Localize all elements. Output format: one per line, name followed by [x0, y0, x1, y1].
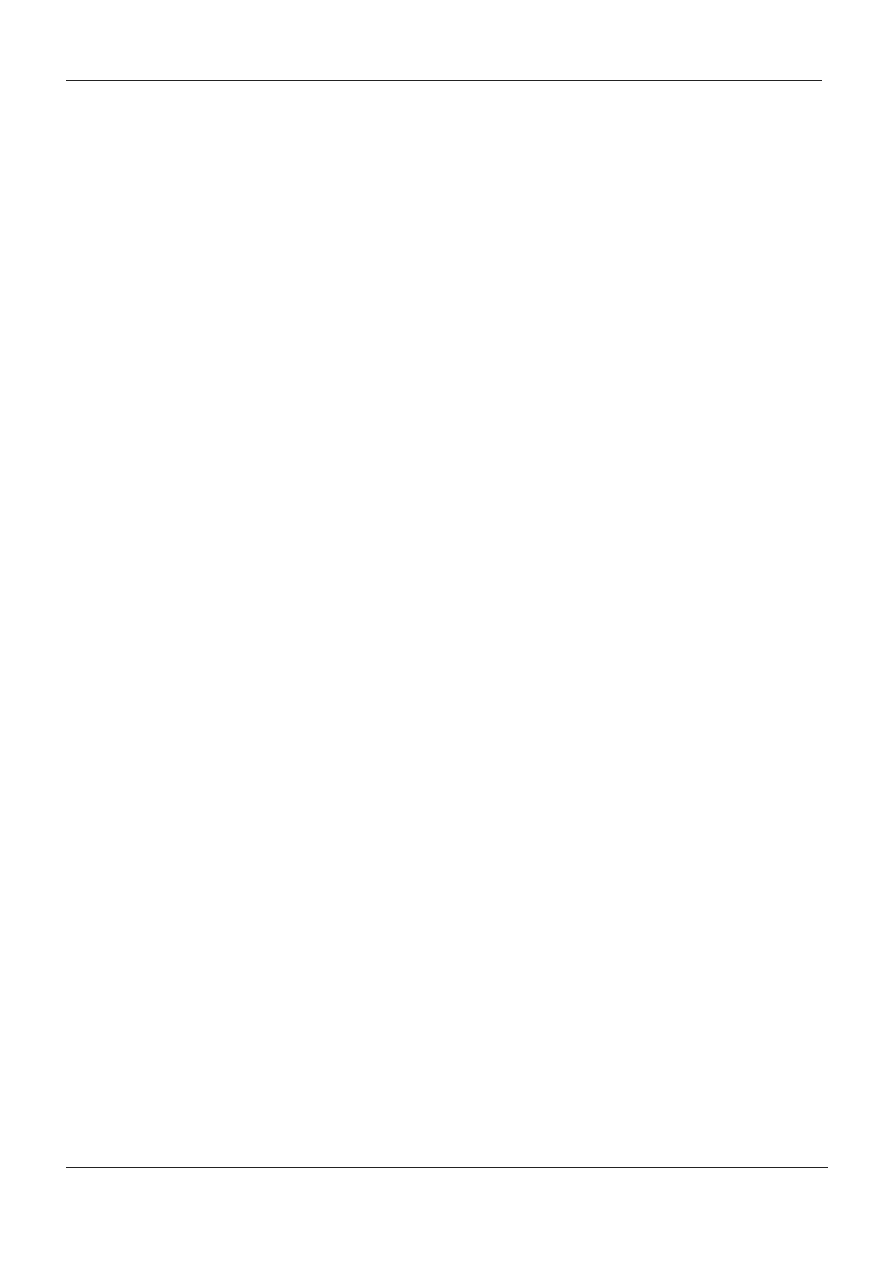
footer-divider — [66, 1167, 828, 1168]
header-divider — [66, 80, 822, 81]
